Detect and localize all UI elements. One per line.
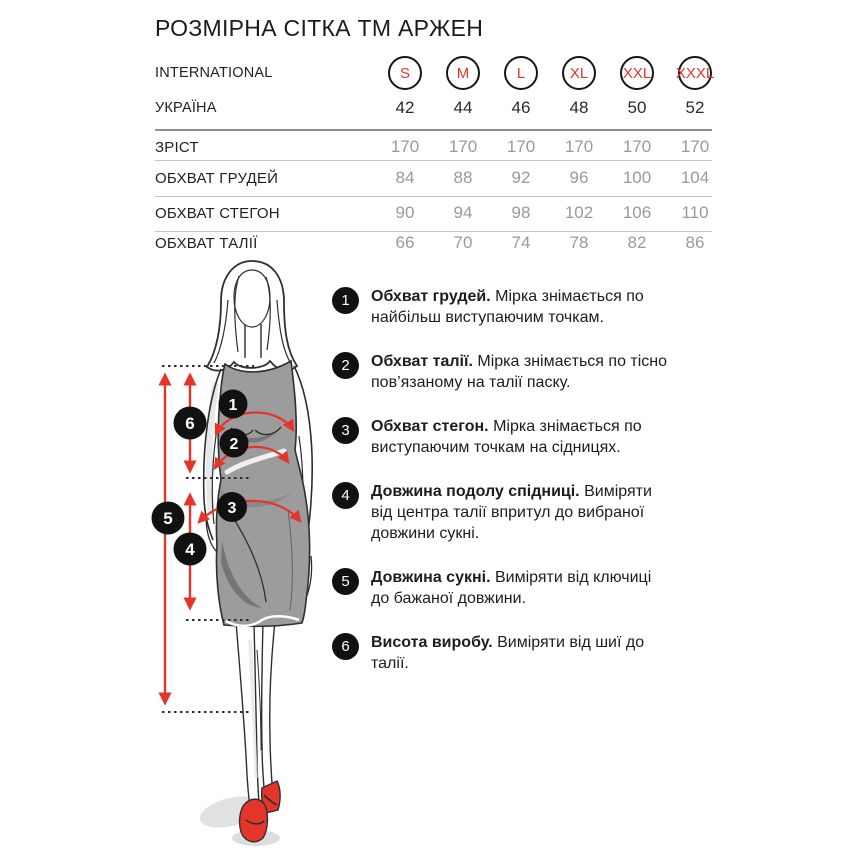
figure-marker-3: [217, 492, 247, 522]
size-badge-m: M: [446, 56, 480, 90]
row-waist: [155, 232, 725, 254]
svg-text:6: 6: [185, 414, 195, 433]
table-divider: [155, 160, 712, 161]
instruction-term: Обхват талії.: [371, 353, 473, 370]
value-cell: 96: [569, 168, 589, 187]
value-cell: 84: [395, 168, 415, 187]
ukraine-label: УКРАЇНА: [155, 100, 217, 116]
instruction-number-badge: 5: [332, 568, 359, 595]
value-cell: 104: [680, 168, 710, 187]
ukraine-size: 50: [627, 98, 647, 117]
row-label: ОБХВАТ ГРУДЕЙ: [155, 169, 279, 187]
row-label: ЗРІСТ: [155, 138, 199, 156]
value-cell: 86: [685, 233, 705, 252]
svg-text:4: 4: [185, 540, 195, 559]
instruction-term: Довжина подолу спідниці.: [371, 483, 580, 500]
table-divider: [155, 129, 712, 131]
red-shoes: [240, 781, 281, 842]
instruction-text: [371, 416, 671, 458]
ukraine-size: 42: [395, 98, 415, 117]
instruction-number-badge: 6: [332, 633, 359, 660]
size-cell: [608, 56, 666, 90]
size-cell: [492, 56, 550, 90]
instruction-item-6: [332, 632, 704, 674]
figure-marker-5: [152, 502, 185, 535]
svg-text:3: 3: [227, 500, 237, 517]
value-cell: 170: [680, 137, 710, 156]
value-cell: 170: [390, 137, 420, 156]
row-hips: [155, 202, 725, 224]
row-height: [155, 136, 725, 158]
value-cell: 90: [395, 203, 415, 222]
size-badge-l: L: [504, 56, 538, 90]
instruction-list: [332, 286, 704, 697]
woman-head: [207, 261, 297, 371]
value-cell: 66: [395, 233, 415, 252]
value-cell: 170: [564, 137, 594, 156]
value-cell: 170: [506, 137, 536, 156]
row-international: [155, 57, 725, 89]
instruction-text: [371, 351, 671, 393]
svg-text:2: 2: [229, 436, 239, 453]
ukraine-size: 44: [453, 98, 473, 117]
value-cell: 94: [453, 203, 473, 222]
instruction-item-2: [332, 351, 704, 393]
value-cell: 106: [622, 203, 652, 222]
row-label: ОБХВАТ СТЕГОН: [155, 204, 280, 222]
instruction-item-4: [332, 481, 704, 544]
row-ukraine: [155, 97, 725, 119]
instruction-term: Обхват стегон.: [371, 418, 489, 435]
table-divider: [155, 196, 712, 197]
instruction-text: [371, 632, 671, 674]
row-bust: [155, 167, 725, 189]
instruction-item-1: [332, 286, 704, 328]
size-badge-xxl: XXL: [620, 56, 654, 90]
value-cell: 92: [511, 168, 531, 187]
value-cell: 170: [448, 137, 478, 156]
instruction-desc: Виміряти від центра талії впритул до вибраної довжини сукні.: [371, 483, 652, 542]
value-cell: 78: [569, 233, 589, 252]
figure-marker-2: [220, 429, 249, 458]
woman-legs: [236, 621, 275, 806]
value-cell: 74: [511, 233, 531, 252]
instruction-item-3: [332, 416, 704, 458]
size-badge-xxxl: XXXL: [678, 56, 712, 90]
instruction-desc: Виміряти від шиї до талії.: [371, 634, 645, 672]
size-cell: [376, 56, 434, 90]
size-cell: [550, 56, 608, 90]
instruction-desc: Виміряти від ключиці до бажаної довжини.: [371, 569, 652, 607]
value-cell: 82: [627, 233, 647, 252]
value-cell: 102: [564, 203, 594, 222]
size-cell: [434, 56, 492, 90]
page-title: РОЗМІРНА СІТКА ТМ АРЖЕН: [155, 15, 484, 41]
instruction-number-badge: 4: [332, 482, 359, 509]
instruction-text: [371, 481, 671, 544]
instruction-term: Висота виробу.: [371, 634, 493, 651]
instruction-text: [371, 567, 671, 609]
figure-marker-6: [174, 407, 207, 440]
instruction-item-5: [332, 567, 704, 609]
instruction-term: Довжина сукні.: [371, 569, 491, 586]
instruction-number-badge: 2: [332, 352, 359, 379]
size-badge-s: S: [388, 56, 422, 90]
instruction-text: [371, 286, 671, 328]
value-cell: 170: [622, 137, 652, 156]
value-cell: 110: [681, 203, 709, 222]
ukraine-size: 48: [569, 98, 589, 117]
row-label: ОБХВАТ ТАЛІЇ: [155, 234, 258, 252]
instruction-desc: Мірка знімається по тісно пов’язаному на талії паску.: [371, 353, 668, 391]
svg-text:1: 1: [228, 397, 238, 414]
svg-text:5: 5: [163, 509, 173, 528]
instruction-desc: Мірка знімається по найбільш виступаючим точкам.: [371, 288, 644, 326]
ukraine-size: 46: [511, 98, 531, 117]
instruction-desc: Мірка знімається по виступаючим точкам на сідницях.: [371, 418, 642, 456]
size-badge-xl: XL: [562, 56, 596, 90]
value-cell: 88: [453, 168, 473, 187]
instruction-number-badge: 3: [332, 417, 359, 444]
instruction-term: Обхват грудей.: [371, 288, 491, 305]
value-cell: 70: [453, 233, 473, 252]
value-cell: 98: [511, 203, 531, 222]
value-cell: 100: [622, 168, 652, 187]
ukraine-size: 52: [685, 98, 705, 117]
figure-marker-4: [174, 533, 207, 566]
instruction-number-badge: 1: [332, 287, 359, 314]
international-label: INTERNATIONAL: [155, 65, 273, 81]
size-cell: [666, 56, 724, 90]
figure-marker-1: [219, 390, 248, 419]
